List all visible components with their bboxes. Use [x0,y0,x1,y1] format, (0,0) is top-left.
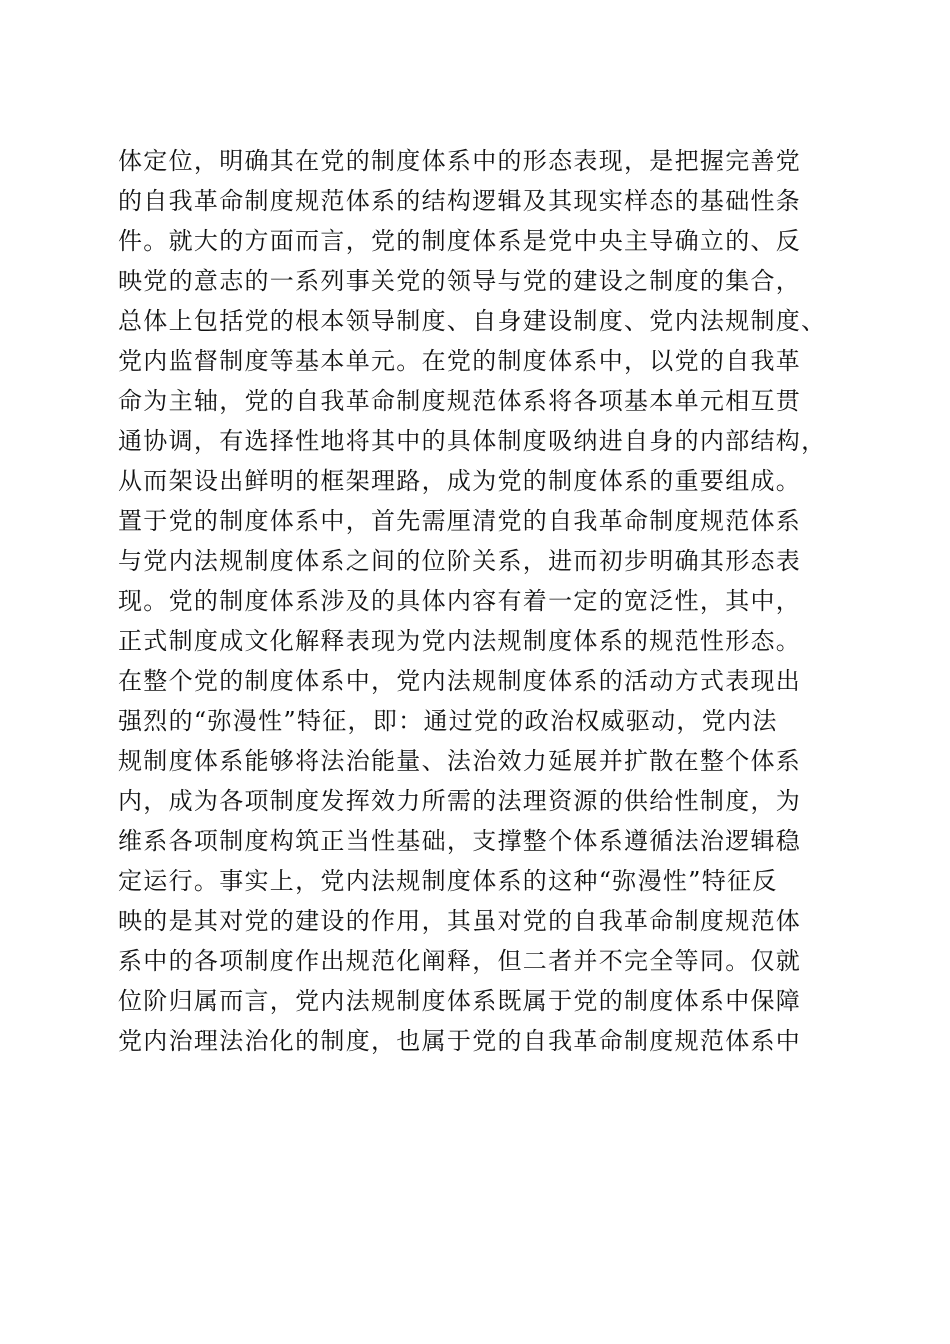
text-line: 命为主轴，党的自我革命制度规范体系将各项基本单元相互贯 [118,387,802,415]
text-line: 强烈的“弥漫性”特征，即：通过党的政治权威驱动，党内法 [118,707,778,735]
text-line: 映党的意志的一系列事关党的领导与党的建设之制度的集合， [118,267,802,295]
text-line: 位阶归属而言，党内法规制度体系既属于党的制度体系中保障 [118,987,802,1015]
text-line: 系中的各项制度作出规范化阐释，但二者并不完全等同。仅就 [118,947,802,975]
text-line: 正式制度成文化解释表现为党内法规制度体系的规范性形态。 [118,627,802,655]
text-line: 通协调，有选择性地将其中的具体制度吸纳进自身的内部结构， [118,427,827,455]
text-line: 的自我革命制度规范体系的结构逻辑及其现实样态的基础性条 [118,187,802,215]
text-line: 置于党的制度体系中，首先需厘清党的自我革命制度规范体系 [118,507,802,535]
text-line: 党内治理法治化的制度，也属于党的自我革命制度规范体系中 [118,1027,802,1055]
text-line: 规制度体系能够将法治能量、法治效力延展并扩散在整个体系 [118,747,802,775]
body-text [118,141,858,1061]
text-line: 映的是其对党的建设的作用，其虽对党的自我革命制度规范体 [118,907,802,935]
text-line: 现。党的制度体系涉及的具体内容有着一定的宽泛性，其中， [118,587,802,615]
text-line: 内，成为各项制度发挥效力所需的法理资源的供给性制度，为 [118,787,802,815]
text-line: 定运行。事实上，党内法规制度体系的这种“弥漫性”特征反 [118,867,778,895]
text-line: 党内监督制度等基本单元。在党的制度体系中，以党的自我革 [118,347,802,375]
text-line: 体定位，明确其在党的制度体系中的形态表现，是把握完善党 [118,147,802,175]
text-line: 维系各项制度构筑正当性基础，支撑整个体系遵循法治逻辑稳 [118,827,802,855]
text-line: 从而架设出鲜明的框架理路，成为党的制度体系的重要组成。 [118,467,802,495]
text-line: 总体上包括党的根本领导制度、自身建设制度、党内法规制度、 [118,307,827,335]
text-line: 与党内法规制度体系之间的位阶关系，进而初步明确其形态表 [118,547,802,575]
text-line: 件。就大的方面而言，党的制度体系是党中央主导确立的、反 [118,227,802,255]
text-line: 在整个党的制度体系中，党内法规制度体系的活动方式表现出 [118,667,802,695]
